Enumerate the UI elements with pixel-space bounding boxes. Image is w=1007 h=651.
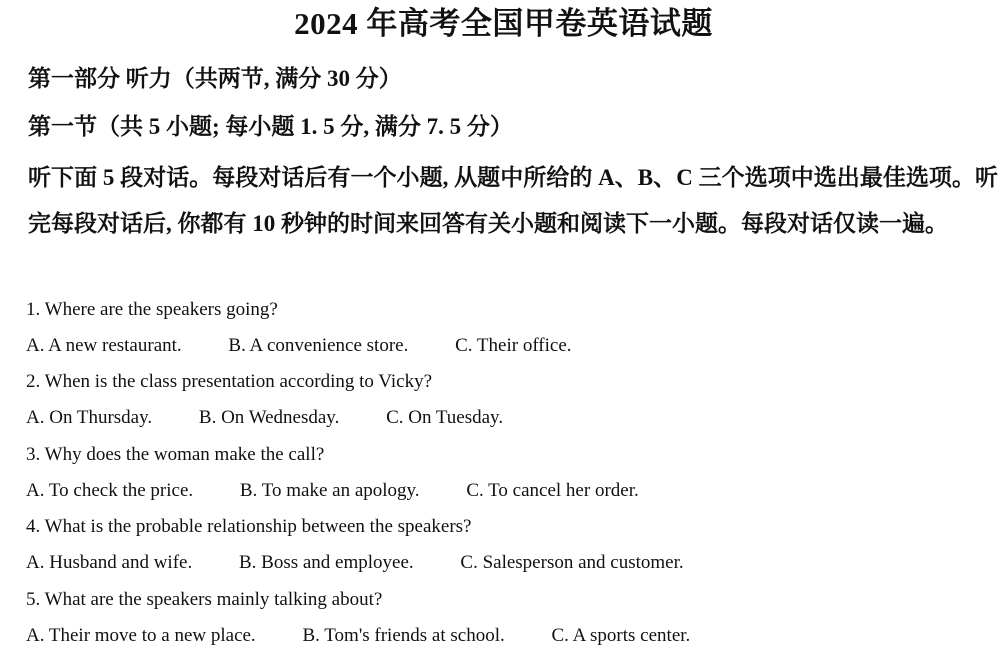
option-c: C. Their office.	[455, 335, 572, 356]
option-b: B. To make an apology.	[239, 480, 420, 501]
instructions-paragraph: 听下面 5 段对话。每段对话后有一个小题, 从题中所给的 A、B、C 三个选项中选出最佳选项。听完每段对话后, 你都有 10 秒钟的时间来回答有关小题和阅读下一小题。每段对话仅读一遍。	[28, 165, 998, 236]
option-a: A. On Thursday.	[26, 407, 153, 428]
option-a: A. Their move to a new place.	[26, 625, 256, 646]
option-b: B. Boss and employee.	[238, 552, 414, 573]
question-5: 5. What are the speakers mainly talking about?	[26, 589, 383, 610]
question-2-options	[26, 406, 545, 430]
page-title: 2024 年高考全国甲卷英语试题	[294, 6, 713, 41]
question-5-options	[26, 624, 732, 648]
option-c: C. Salesperson and customer.	[460, 552, 684, 573]
option-c: C. To cancel her order.	[466, 480, 639, 501]
option-c: C. On Tuesday.	[386, 407, 504, 428]
question-3-options	[26, 479, 681, 503]
question-1-options	[26, 334, 614, 358]
part-heading: 第一部分 听力（共两节, 满分 30 分）	[28, 66, 402, 91]
option-b: B. On Wednesday.	[198, 407, 340, 428]
question-4-options	[26, 551, 726, 575]
option-b: B. Tom's friends at school.	[302, 625, 505, 646]
question-3: 3. Why does the woman make the call?	[26, 444, 325, 465]
option-a: A. Husband and wife.	[26, 552, 193, 573]
question-4: 4. What is the probable relationship between the speakers?	[26, 516, 472, 537]
option-a: A. To check the price.	[26, 480, 194, 501]
option-a: A. A new restaurant.	[26, 335, 182, 356]
question-1: 1. Where are the speakers going?	[26, 299, 278, 320]
option-b: B. A convenience store.	[228, 335, 409, 356]
question-2: 2. When is the class presentation according to Vicky?	[26, 371, 433, 392]
option-c: C. A sports center.	[551, 625, 691, 646]
section-heading: 第一节（共 5 小题; 每小题 1. 5 分, 满分 7. 5 分）	[28, 114, 513, 139]
